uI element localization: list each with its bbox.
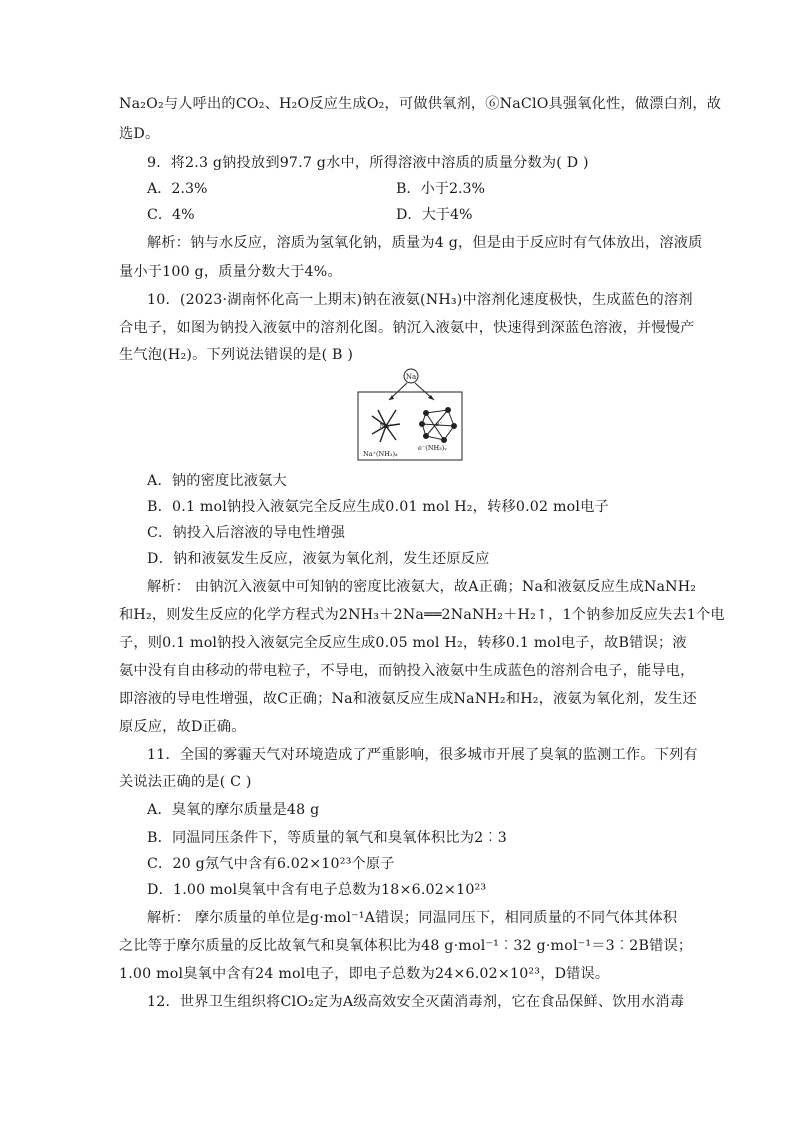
question-10: 生气泡(H₂)。下列说法错误的是( B ) <box>119 347 354 363</box>
option-10b: B．0.1 mol钠投入液氨完全反应生成0.01 mol H₂，转移0.02 mol电子 <box>147 499 609 515</box>
question-10: 10．(2023·湖南怀化高一上期末)钠在液氨(NH₃)中溶剂化速度极快，生成蓝色的溶剂 <box>147 292 693 308</box>
analysis-10: 解析： 由钠沉入液氨中可知钠的密度比液氨大，故A正确；Na和液氨反应生成NaNH₂ <box>147 579 697 595</box>
analysis-11: 解析： 摩尔质量的单位是g·mol⁻¹A错误；同温同压下，相同质量的不同气体其体积 <box>147 910 678 926</box>
analysis-10: 即溶液的导电性增强，故C正确；Na和液氨反应生成NaNH₂和H₂，液氨为氧化剂，发生还 <box>119 691 697 707</box>
option-11d: D．1.00 mol臭氧中含有电子总数为18×6.02×10²³ <box>147 882 487 898</box>
analysis-11: 1.00 mol臭氧中含有24 mol电子，即电子总数为24×6.02×10²³，D错误。 <box>119 966 610 982</box>
na-ion-label: Na⁺ <box>379 422 393 430</box>
option-9a: A．2.3% <box>147 181 208 197</box>
na-atom-label: Na <box>405 373 417 381</box>
option-10d: D．钠和液氨发生反应，液氨为氧化剂，发生还原反应 <box>147 551 490 567</box>
text-line: Na₂O₂与人呼出的CO₂、H₂O反应生成O₂，可做供氧剂，⑥NaClO具强氧化性，做漂白剂，故 <box>119 96 722 112</box>
option-11c: C．20 g氖气中含有6.02×10²³个原子 <box>147 856 395 872</box>
analysis-9: 解析：钠与水反应，溶质为氢氧化钠，质量为4 g，但是由于反应时有气体放出，溶液质 <box>147 235 703 251</box>
electron-label: e⁻ <box>435 420 443 428</box>
option-9d: D．大于4% <box>396 207 473 223</box>
question-10: 合电子，如图为钠投入液氨中的溶剂化图。钠沉入液氨中，快速得到深蓝色溶液，并慢慢产 <box>119 320 695 336</box>
text-line: 选D。 <box>119 126 160 142</box>
option-9c: C．4% <box>147 207 195 223</box>
question-11: 11．全国的雾霾天气对环境造成了严重影响，很多城市开展了臭氧的监测工作。下列有 <box>147 747 698 763</box>
question-12: 12．世界卫生组织将ClO₂定为A级高效安全灭菌消毒剂，它在食品保鲜、饮用水消毒 <box>147 994 685 1010</box>
analysis-10: 氨中没有自由移动的带电粒子，不导电，而钠投入液氨中生成蓝色的溶剂合电子，能导电， <box>119 663 695 679</box>
option-10c: C．钠投入后溶液的导电性增强 <box>147 525 346 541</box>
caption-right: e⁻(NH₃)ᵧ <box>418 444 447 452</box>
analysis-9: 量小于100 g，质量分数大于4%。 <box>119 264 342 280</box>
analysis-10: 原反应，故D正确。 <box>119 719 246 735</box>
sodium-solvation-diagram <box>356 368 464 462</box>
option-9b: B．小于2.3% <box>396 181 486 197</box>
question-9: 9．将2.3 g钠投放到97.7 g水中，所得溶液中溶质的质量分数为( D ) <box>147 155 589 171</box>
caption-left: Na⁺(NH₃)ₓ <box>363 450 398 458</box>
question-11: 关说法正确的是( C ) <box>119 774 252 790</box>
option-11b: B．同温同压条件下，等质量的氧气和臭氧体积比为2︰3 <box>147 830 507 846</box>
analysis-10: 子，则0.1 mol钠投入液氨完全反应生成0.05 mol H₂，转移0.1 mol电子，故B错误；液 <box>119 635 687 651</box>
analysis-10: 和H₂，则发生反应的化学方程式为2NH₃＋2Na══2NaNH₂＋H₂↑，1个钠参加反应失去1个电 <box>119 607 725 623</box>
option-11a: A．臭氧的摩尔质量是48 g <box>147 802 320 818</box>
option-10a: A．钠的密度比液氨大 <box>147 473 287 489</box>
analysis-11: 之比等于摩尔质量的反比故氧气和臭氧体积比为48 g·mol⁻¹︰32 g·mol⁻¹＝3︰2B错误； <box>119 938 693 954</box>
